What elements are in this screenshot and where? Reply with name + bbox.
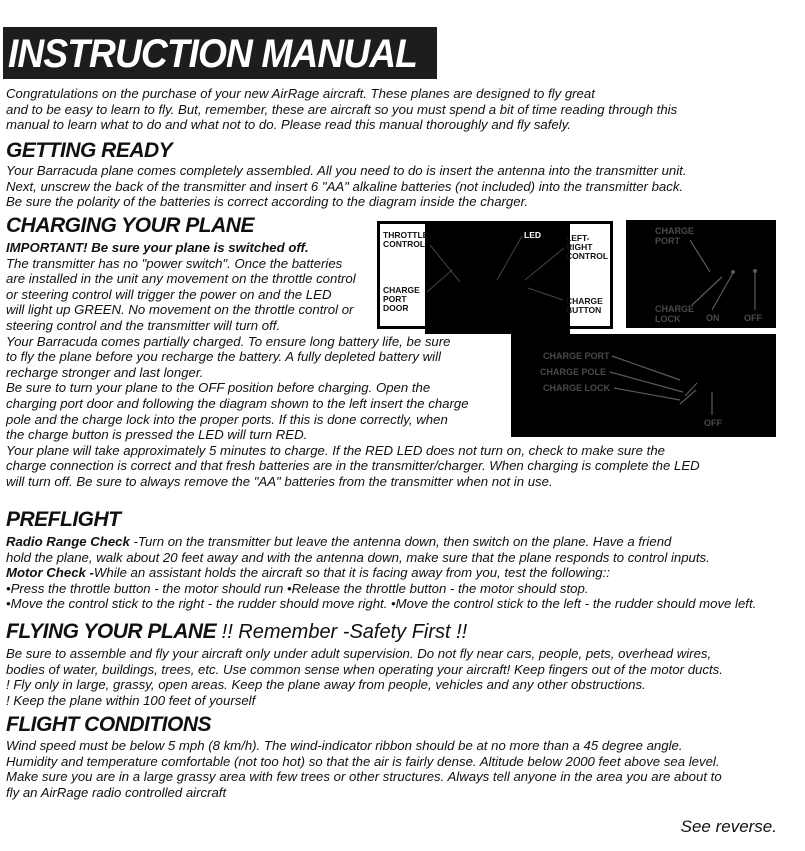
preflight-paragraph xyxy=(6,534,756,612)
text-line: steering control and the transmitter will turn off. xyxy=(6,317,281,333)
intro-line: and to be easy to learn to fly. But, remember, these are aircraft so you must spend a bit of time reading through this xyxy=(6,101,678,117)
text-line: are installed in the unit any movement on the throttle control xyxy=(6,271,356,287)
charge-port-label: CHARGE PORT xyxy=(543,351,610,361)
text-line: Your plane will take approximately 5 minutes to charge. If the RED LED does not turn on, check to make sure the xyxy=(6,442,665,458)
text-line: Your Barracuda comes partially charged. To ensure long battery life, be sure xyxy=(6,333,451,349)
text-line: charge connection is correct and that fresh batteries are in the transmitter/charger. When charging is complete the LED xyxy=(6,458,700,474)
text-line: ! Fly only in large, grassy, open areas. Keep the plane away from people, vehicles and any other obstructions. xyxy=(6,677,646,693)
charging-heading: CHARGING YOUR PLANE xyxy=(6,214,254,237)
motor-check-label: Motor Check - xyxy=(6,565,94,581)
text-line: Make sure you are in a large grassy area with few trees or other structures. Always tell anyone in the area you are about to xyxy=(6,769,722,785)
charge-lock-label: CHARGE LOCK xyxy=(655,304,695,324)
charge-lock-label: CHARGE LOCK xyxy=(543,383,610,393)
text-line: will light up GREEN. No movement on the throttle control or xyxy=(6,302,354,318)
see-reverse-note: See reverse. xyxy=(680,817,777,836)
intro-line: manual to learn what to do and what not to do. Please read this manual thoroughly and fly safely. xyxy=(6,117,571,133)
text-line: the charge button is pressed the LED will turn RED. xyxy=(6,427,308,443)
charge-button-label: CHARGE BUTTON xyxy=(566,296,603,315)
text-line: to fly the plane before you recharge the battery. A fully depleted battery will xyxy=(6,349,441,365)
text-line: Next, unscrew the back of the transmitter and insert 6 "AA" alkaline batteries (not included) into the transmitter back. xyxy=(6,178,684,194)
text-line: Wind speed must be below 5 mph (8 km/h). The wind-indicator ribbon should be at no more than a 45 degree angle. xyxy=(6,738,683,753)
charge-port-door-label: CHARGE PORT DOOR xyxy=(383,285,420,313)
motor-check-line: Motor Check -While an assistant holds the aircraft so that it is facing away from you, test the following:: xyxy=(6,565,610,581)
left-right-control-label: LEFT- RIGHT CONTROL xyxy=(566,233,609,261)
text-line: charging port door and following the diagram shown to the left insert the charge xyxy=(6,395,469,411)
text-line: recharge stronger and last longer. xyxy=(6,364,204,380)
text-line: •Press the throttle button - the motor should run •Release the throttle button - the motor should stop. xyxy=(6,580,589,596)
text-line: Be sure to turn your plane to the OFF position before charging. Open the xyxy=(6,380,431,396)
text-line: Be sure the polarity of the batteries is correct according to the diagram inside the charger. xyxy=(6,194,529,210)
important-note: IMPORTANT! Be sure your plane is switched off. xyxy=(6,240,309,255)
text-line: The transmitter has no "power switch". Once the batteries xyxy=(6,255,343,271)
off-label: OFF xyxy=(744,313,762,323)
text-line: hold the plane, walk about 20 feet away and with the antenna down, make sure that the plane responds to control inputs. xyxy=(6,549,710,565)
safety-subheading: !! Remember -Safety First !! xyxy=(216,621,468,643)
flight-conditions-heading: FLIGHT CONDITIONS xyxy=(6,713,211,736)
radio-range-line: Radio Range Check -Turn on the transmitter but leave the antenna down, then switch on the plane. Have a friend xyxy=(6,534,672,549)
intro-line: Congratulations on the purchase of your new AirRage aircraft. These planes are designed to fly great xyxy=(6,86,595,101)
text-line: Humidity and temperature comfortable (not too hot) so that the air is fairly dense. Altitude below 2000 feet above sea level. xyxy=(6,753,720,769)
preflight-heading: PREFLIGHT xyxy=(6,508,121,531)
radio-range-label: Radio Range Check xyxy=(6,534,130,549)
text-line: bodies of water, buildings, trees, etc. Use common sense when operating your aircraft! Keep fingers out of the motor ducts. xyxy=(6,661,723,677)
on-label: ON xyxy=(706,313,720,323)
page-title: INSTRUCTION MANUAL xyxy=(8,32,417,76)
off-label: OFF xyxy=(704,418,722,428)
charge-port-label: CHARGE PORT xyxy=(655,226,695,246)
text-line: Be sure to assemble and fly your aircraft only under adult supervision. Do not fly near cars, people, pets, overhead wires, xyxy=(6,646,712,661)
text-line: will turn off. Be sure to always remove the "AA" batteries from the transmitter when not in use. xyxy=(6,473,553,489)
led-label: LED xyxy=(524,230,541,240)
text-line: Your Barracuda plane comes completely assembled. All you need to do is insert the antenna into the transmitter unit. xyxy=(6,163,687,178)
text-line: pole and the charge lock into the proper ports. If this is done correctly, when xyxy=(6,411,448,427)
charge-pole-label: CHARGE POLE xyxy=(540,367,607,377)
getting-ready-heading: GETTING READY xyxy=(6,139,173,162)
throttle-control-label: THROTTLE CONTROL xyxy=(383,230,429,249)
text-line: or steering control will trigger the power on and the LED xyxy=(6,286,332,302)
text-line: ! Keep the plane within 100 feet of yourself xyxy=(6,692,256,708)
text-line: fly an AirRage radio controlled aircraft xyxy=(6,784,227,800)
text-line: •Move the control stick to the right - the rudder should move right. •Move the control stick to the left - the rudder should move left. xyxy=(6,596,757,612)
flying-paragraph xyxy=(6,646,723,708)
flight-conditions-paragraph xyxy=(6,738,722,800)
flying-heading: FLYING YOUR PLANE !! Remember -Safety First !! xyxy=(6,620,468,643)
